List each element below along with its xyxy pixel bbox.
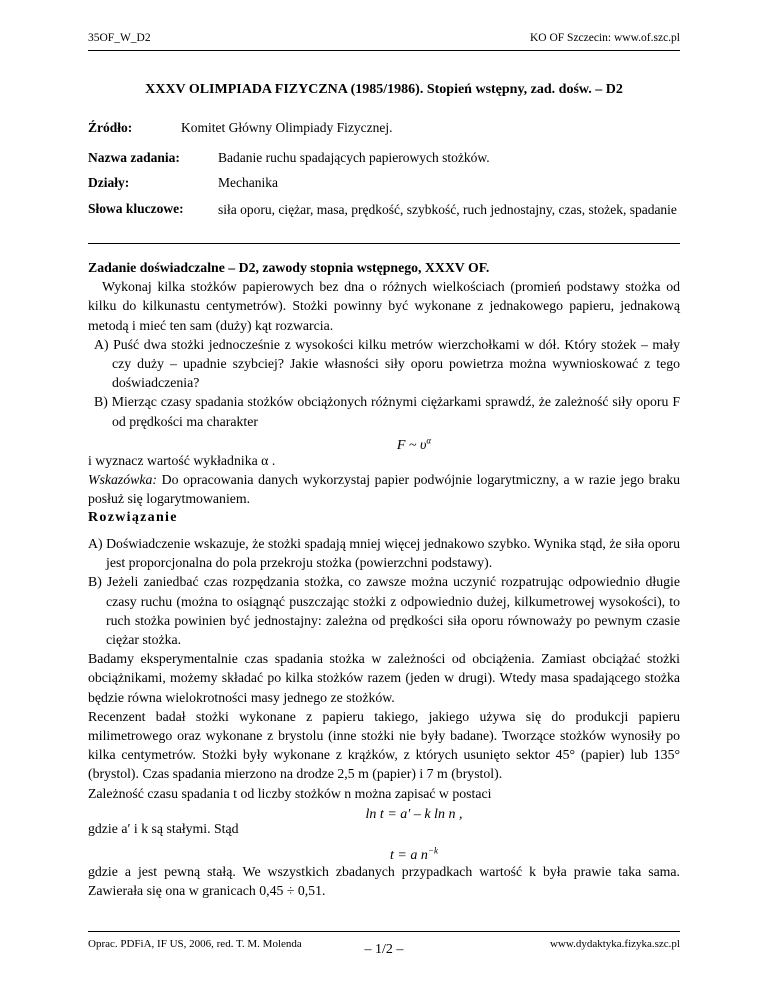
solution-paragraph-2: Recenzent badał stożki wykonane z papieru takiego, jakiego używa się do produkcji papieru milimetrowego oraz wykonane z brystolu (inne stożki nie były badane). Tworzące stożków wynosiły po kilka centymetrów. Stożki były wykonane z krążków, z których usunięto sektor 45° (papier) lub 135° (brystol). Czas spadania mierzono na drodze 2,5 m (papier) i 7 m (brystol). <box>88 708 680 782</box>
footer-rule <box>88 931 680 932</box>
solution-paragraph-1: Badamy eksperymentalnie czas spadania stożka w zależności od obciążenia. Zamiast obciążać stożki obciążnikami, możemy składać po kilka stożków razem (jeden w drugi). Wtedy masa spadającego stożka będzie równa wielokrotności masy jednego ze stożków. <box>88 651 680 705</box>
solution-heading: Rozwiązanie <box>88 510 178 525</box>
task-name-label: Nazwa zadania: <box>88 150 180 165</box>
hint-text: Do opracowania danych wykorzystaj papier podwójnie logarytmiczny, a w razie jego braku posłuż się logarytmowaniem. <box>88 472 680 507</box>
task-hint <box>88 470 680 508</box>
task-part-a: A) Puść dwa stożki jednocześnie z wysokości kilku metrów wierzchołkami w dół. Który stożek – mały czy duży – upadnie szybciej? Jakie własności siły oporu powietrza można wywnioskować z tego doświadczenia? <box>94 336 680 391</box>
task-part-b: B) Mierząc czasy spadania stożków obciążonych różnymi ciężarkami sprawdź, że zależność siły oporu F od prędkości ma charakter <box>94 394 680 429</box>
title-main: XXXV OLIMPIADA FIZYCZNA (1985/1986) <box>145 82 420 97</box>
task-name-value: Badanie ruchu spadających papierowych stożków. <box>218 150 490 165</box>
formula-text: F ~ $\upsilon^\alpha$ <box>396 435 432 454</box>
sections-label: Działy: <box>88 175 130 190</box>
solution-part-b: B) Jeżeli zaniedbać czas rozpędzania stożka, co zawsze można uczynić rozpatrując odpowiednio długie czasy ruchu (można to osiągnąć puszczając stożki z odpowiednio dużej, kilkumetrowej wysokości), to ruch stożka powinien być jednostajny: zależna od prędkości siła oporu równoważy po pewnym czasie ciężar stożka. <box>88 574 680 648</box>
hint-label: Wskazówka: <box>88 472 157 488</box>
solution-paragraph-3: Zależność czasu spadania t od liczby stożków n można zapisać w postaci <box>88 785 492 801</box>
task-heading: Zadanie doświadczalne – D2, zawody stopnia wstępnego, XXXV OF. <box>88 260 490 275</box>
title-rest: . Stopień wstępny, zad. dośw. – D2 <box>419 82 623 97</box>
source-value: Komitet Główny Olimpiady Fizycznej. <box>181 120 393 135</box>
header-right: KO OF Szczecin: www.of.szc.pl <box>530 32 680 44</box>
solution-paragraph-5: gdzie a jest pewną stałą. We wszystkich zbadanych przypadkach wartość k była prawie taka sama. Zawierała się ona w granicach 0,45 ÷ 0,51. <box>88 864 680 899</box>
solution-paragraph-4: gdzie a′ i k są stałymi. Stąd <box>88 820 239 836</box>
task-after-formula: i wyznacz wartość wykładnika α . <box>88 452 276 468</box>
page-number: – 1/2 – <box>364 942 404 957</box>
header-left: 35OF_W_D2 <box>88 32 151 44</box>
page-title <box>0 82 768 98</box>
keywords-value: siła oporu, ciężar, masa, prędkość, szybkość, ruch jednostajny, czas, stożek, spadanie <box>218 202 677 217</box>
keywords-label: Słowa kluczowe: <box>88 201 184 216</box>
source-label: Źródło: <box>88 120 133 135</box>
equation-1-text: ln t = a′ – k ln n , <box>365 806 463 822</box>
sections-value: Mechanika <box>218 175 278 190</box>
task-section <box>88 258 680 508</box>
equation-2 <box>88 838 680 862</box>
solution-part-a: A) Doświadczenie wskazuje, że stożki spadają mniej więcej jednakowo szybko. Wynika stąd, że siła oporu jest proporcjonalna do pola przekroju stożka (powierzchni podstawy). <box>88 536 680 571</box>
header-rule <box>88 50 680 51</box>
task-formula <box>88 431 680 454</box>
solution-section <box>88 510 680 900</box>
task-intro: Wykonaj kilka stożków papierowych bez dna o różnych wielkościach (promień podstawy stożka od kilku do kilkunastu centymetrów). Stożki powinny być wykonane z jednakowego papieru, jednakową metodą i mieć ten sam (duży) kąt rozwarcia. <box>88 279 680 333</box>
meta-rule <box>88 243 680 244</box>
footer-left: Oprac. PDFiA, IF US, 2006, red. T. M. Molenda <box>88 938 302 950</box>
equation-2-text: t = a $n^{-k}$ <box>390 845 438 863</box>
footer-right: www.dydaktyka.fizyka.szc.pl <box>549 938 680 950</box>
